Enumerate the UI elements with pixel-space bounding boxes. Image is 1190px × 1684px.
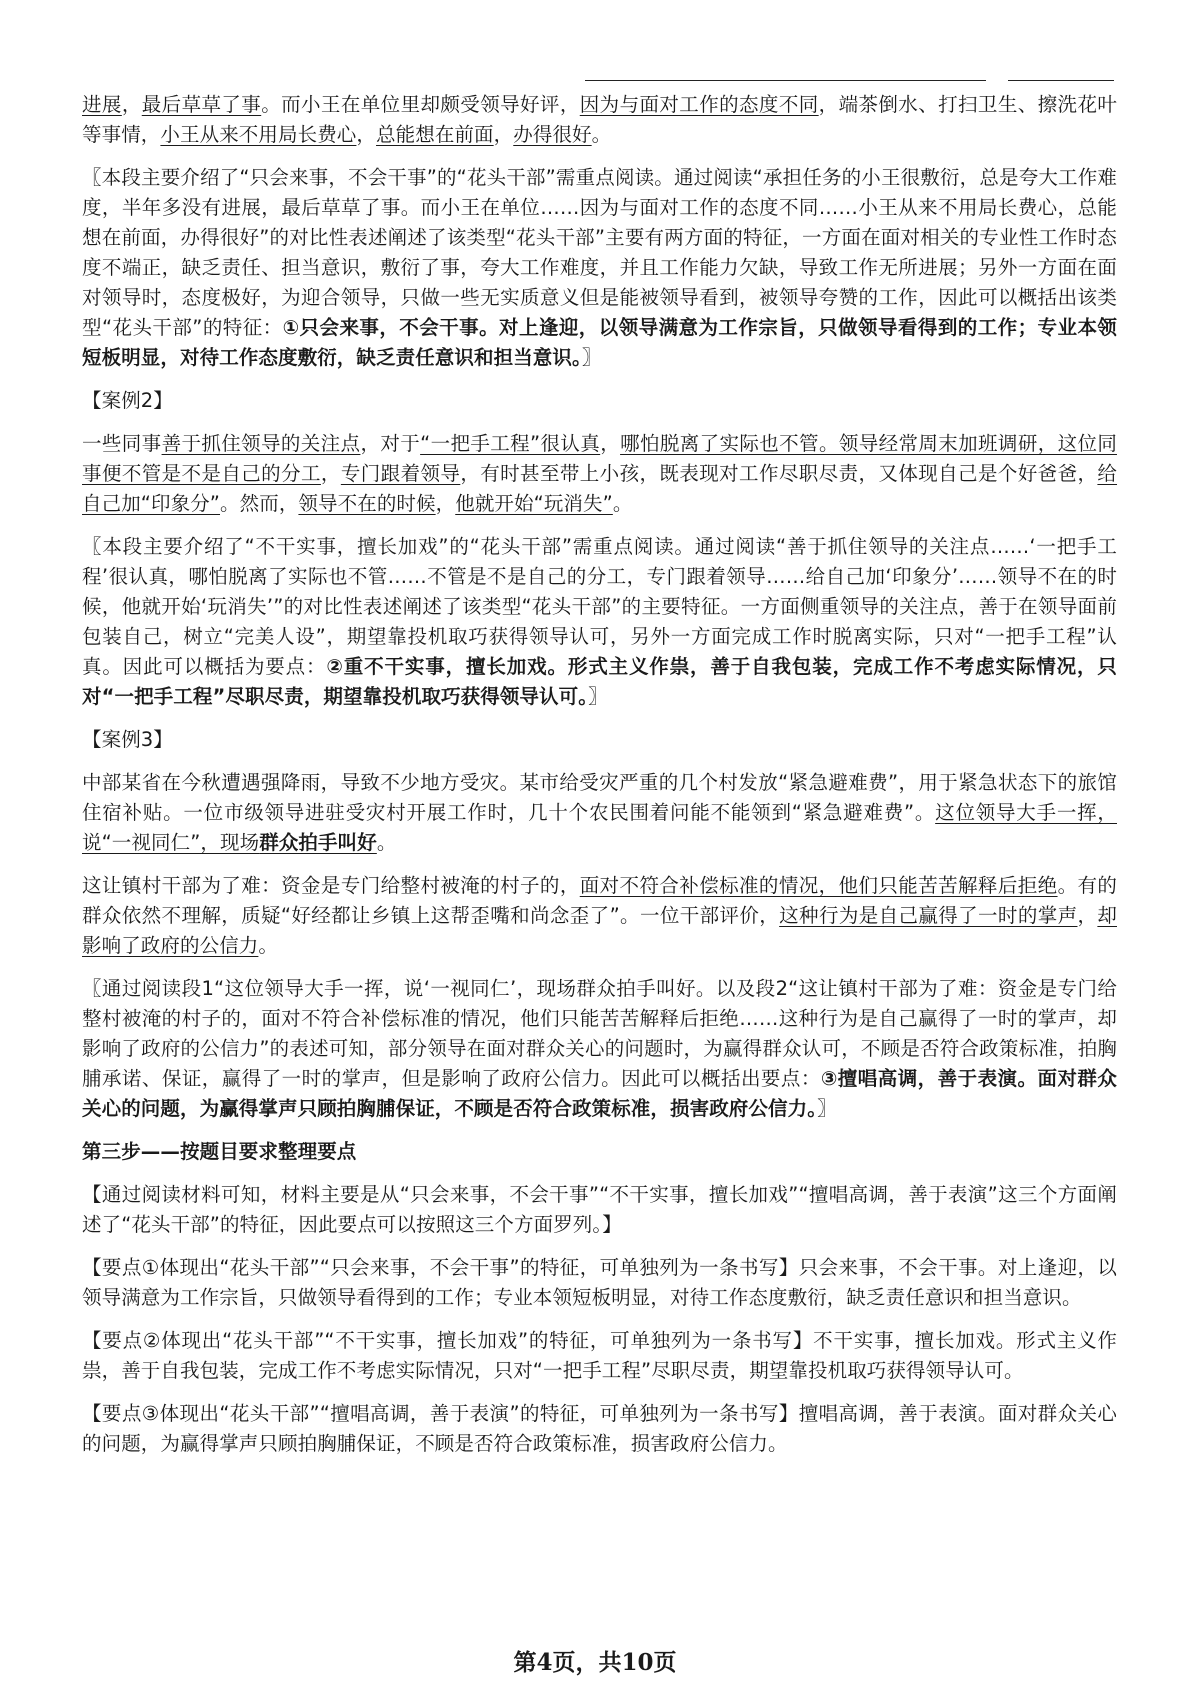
page-content	[82, 90, 1117, 1472]
key-point-1: 【要点①体现出“花头干部”“只会来事，不会干事”的特征，可单独列为一条书写】只会来事，不会干事。对上逢迎，以领导满意为工作宗旨，只做领导看得到的工作；专业本领短板明显，对待工作态度敷衍，缺乏责任意识和担当意识。	[82, 1256, 1117, 1309]
step3-summary: 【通过阅读材料可知，材料主要是从“只会来事，不会干事”“不干实事，擅长加戏”“擅唱高调，善于表演”这三个方面阐述了“花头干部”的特征，因此要点可以按照这三个方面罗列。】	[82, 1183, 1117, 1236]
case2-text: 一些同事善于抓住领导的关注点，对于“一把手工程”很认真，哪怕脱离了实际也不管。领导经常周末加班调研，这位同事便不管是不是自己的分工，专门跟着领导，有时甚至带上小孩，既表现对工作尽职尽责，又体现自己是个好爸爸，给自己加“印象分”。然而，领导不在的时候，他就开始“玩消失”。	[82, 432, 1118, 515]
header-rule-right	[1008, 80, 1114, 81]
analysis-3: 〖通过阅读段1“这位领导大手一挥，说‘一视同仁’，现场群众拍手叫好。以及段2“这让镇村干部为了难：资金是专门给整村被淹的村子的，面对不符合补偿标准的情况，他们只能苦苦解释后拒绝……这种行为是自己赢得了一时的掌声，却影响了政府的公信力”的表述可知，部分领导在面对群众关心的问题时，为赢得群众认可，不顾是否符合政策标准，拍胸脯承诺、保证，赢得了一时的掌声，但是影响了政府公信力。因此可以概括出要点：③擅唱高调，善于表演。面对群众关心的问题，为赢得掌声只顾拍胸脯保证，不顾是否符合政策标准，损害政府公信力。〗	[82, 977, 1117, 1120]
header-rule-left	[585, 80, 986, 81]
case3-text-1: 中部某省在今秋遭遇强降雨，导致不少地方受灾。某市给受灾严重的几个村发放“紧急避难费”，用于紧急状态下的旅馆住宿补贴。一位市级领导进驻受灾村开展工作时，几十个农民围着问能不能领到“紧急避难费”。这位领导大手一挥，说“一视同仁”，现场群众拍手叫好。	[82, 771, 1117, 854]
case3-text-2: 这让镇村干部为了难：资金是专门给整村被淹的村子的，面对不符合补偿标准的情况，他们只能苦苦解释后拒绝。有的群众依然不理解，质疑“好经都让乡镇上这帮歪嘴和尚念歪了”。一位干部评价，这种行为是自己赢得了一时的掌声，却影响了政府的公信力。	[82, 874, 1117, 957]
analysis-1: 〖本段主要介绍了“只会来事，不会干事”的“花头干部”需重点阅读。通过阅读“承担任务的小王很敷衍，总是夸大工作难度，半年多没有进展，最后草草了事。而小王在单位……因为与面对工作的态度不同……小王从来不用局长费心，总能想在前面，办得很好”的对比性表述阐述了该类型“花头干部”主要有两方面的特征，一方面在面对相关的专业性工作时态度不端正，缺乏责任、担当意识，敷衍了事，夸大工作难度，并且工作能力欠缺，导致工作无所进展；另外一方面在面对领导时，态度极好，为迎合领导，只做一些无实质意义但是能被领导看到，被领导夸赞的工作，因此可以概括出该类型“花头干部”的特征：①只会来事，不会干事。对上逢迎，以领导满意为工作宗旨，只做领导看得到的工作；专业本领短板明显，对待工作态度敷衍，缺乏责任意识和担当意识。〗	[82, 166, 1117, 369]
case2-label: 【案例2】	[82, 389, 173, 412]
case1-continuation: 进展，最后草草了事。而小王在单位里却颇受领导好评，因为与面对工作的态度不同，端茶倒水、打扫卫生、擦洗花叶等事情，小王从来不用局长费心，总能想在前面，办得很好。	[82, 93, 1117, 146]
step3-title: 第三步——按题目要求整理要点	[82, 1140, 357, 1163]
key-point-3: 【要点③体现出“花头干部”“擅唱高调，善于表演”的特征，可单独列为一条书写】擅唱高调，善于表演。面对群众关心的问题，为赢得掌声只顾拍胸脯保证，不顾是否符合政策标准，损害政府公信力。	[82, 1402, 1117, 1455]
analysis-2: 〖本段主要介绍了“不干实事，擅长加戏”的“花头干部”需重点阅读。通过阅读“善于抓住领导的关注点……‘一把手工程’很认真，哪怕脱离了实际也不管……不管是不是自己的分工，专门跟着领导……给自己加‘印象分’……领导不在的时候，他就开始‘玩消失’”的对比性表述阐述了该类型“花头干部”的主要特征。一方面侧重领导的关注点，善于在领导面前包装自己，树立“完美人设”，期望靠投机取巧获得领导认可，另外一方面完成工作时脱离实际，只对“一把手工程”认真。因此可以概括为要点：②重不干实事，擅长加戏。形式主义作祟，善于自我包装，完成工作不考虑实际情况，只对“一把手工程”尽职尽责，期望靠投机取巧获得领导认可。〗	[82, 535, 1117, 708]
page-number: 第4页，共10页	[513, 1649, 677, 1676]
case3-label: 【案例3】	[82, 728, 173, 751]
key-point-2: 【要点②体现出“花头干部”“不干实事，擅长加戏”的特征，可单独列为一条书写】不干实事，擅长加戏。形式主义作祟，善于自我包装，完成工作不考虑实际情况，只对“一把手工程”尽职尽责，期望靠投机取巧获得领导认可。	[82, 1329, 1117, 1382]
